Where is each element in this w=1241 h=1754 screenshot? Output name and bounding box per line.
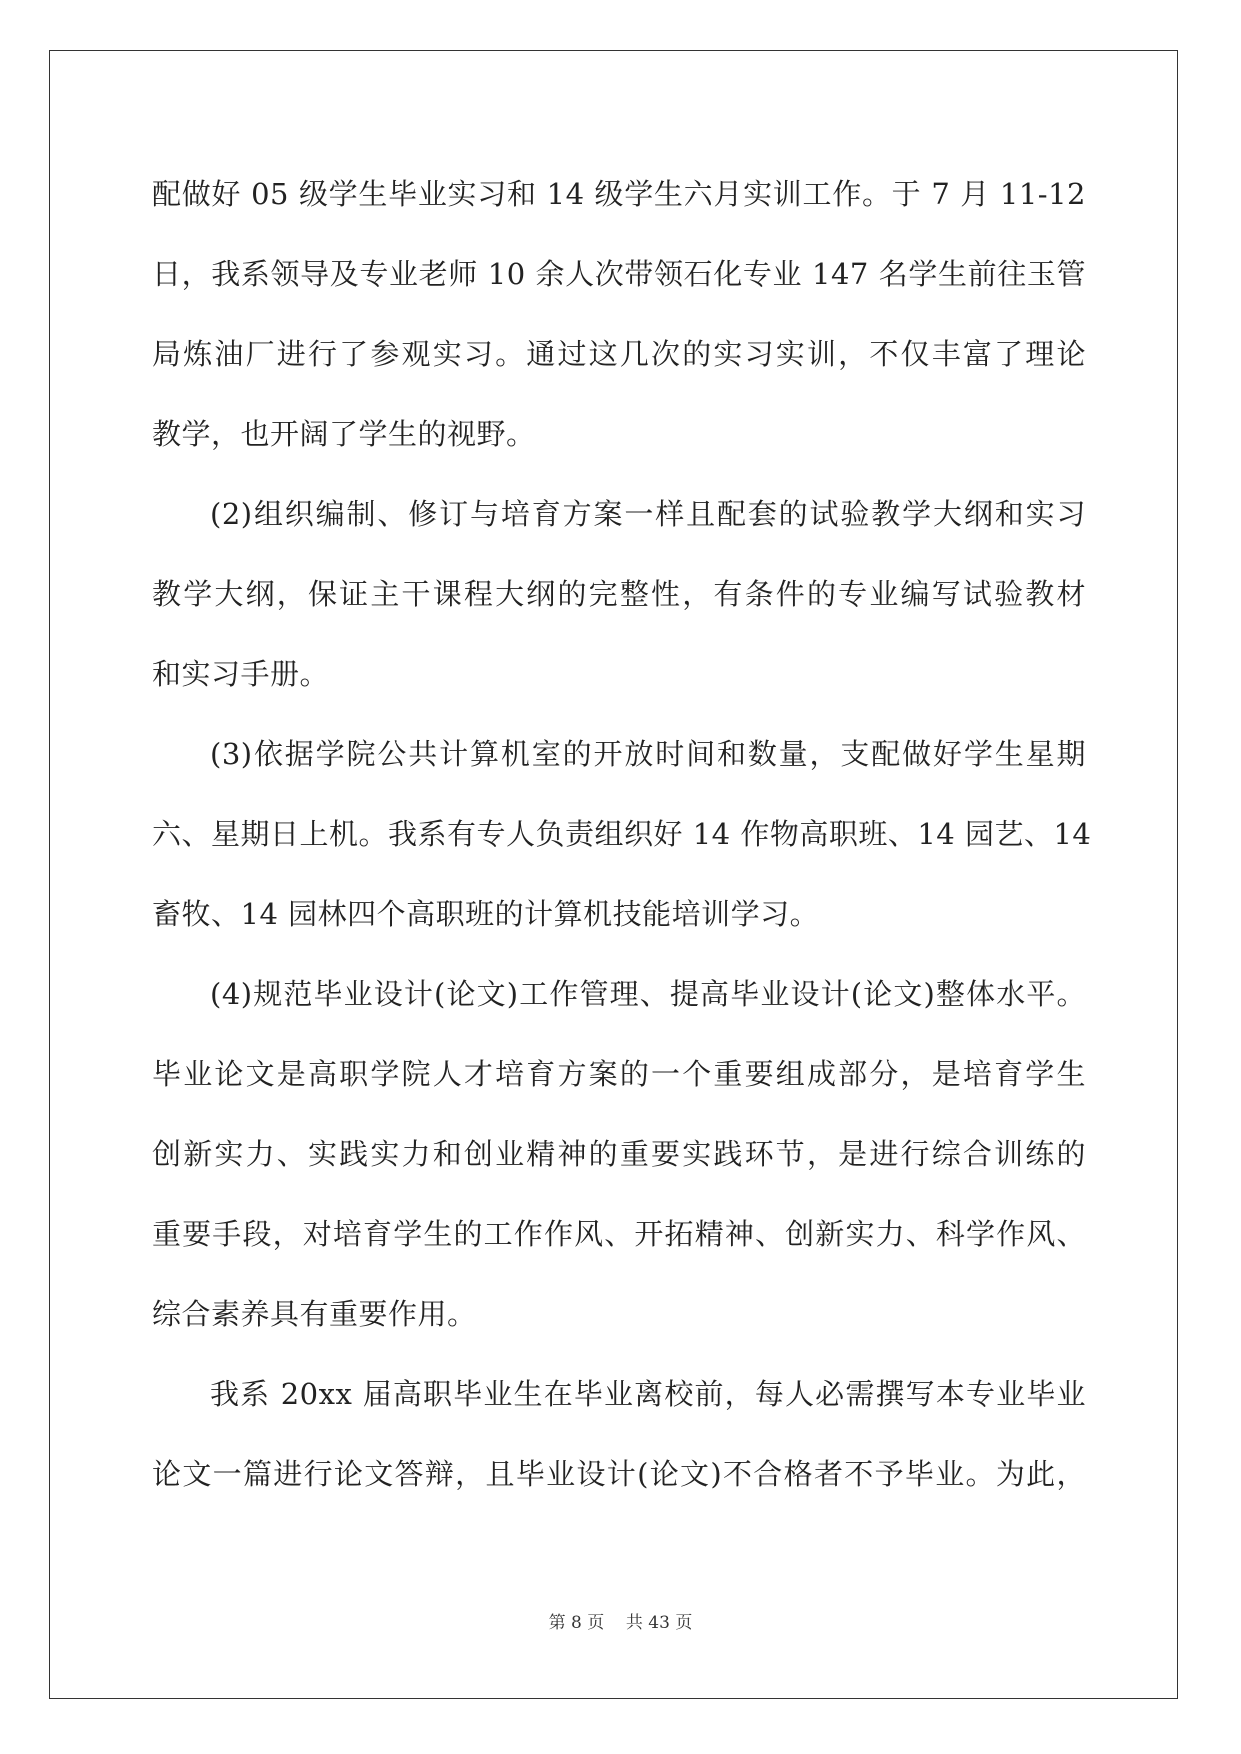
paragraph-line: 创新实力、实践实力和创业精神的重要实践环节，是进行综合训练的 <box>152 1137 1086 1171</box>
paragraph-line: 六、星期日上机。我系有专人负责组织好 14 作物高职班、14 园艺、14 <box>152 817 1092 851</box>
document-body <box>152 154 1092 1514</box>
paragraph-line: 和实习手册。 <box>152 657 330 691</box>
paragraph-line: 教学大纲，保证主干课程大纲的完整性，有条件的专业编写试验教材 <box>152 577 1086 611</box>
paragraph-line: 综合素养具有重要作用。 <box>152 1297 477 1331</box>
paragraph-line: 配做好 05 级学生毕业实习和 14 级学生六月实训工作。于 7 月 11-12 <box>152 177 1086 211</box>
paragraph-line: 日，我系领导及专业老师 10 余人次带领石化专业 147 名学生前往玉管 <box>152 257 1086 291</box>
page-footer <box>0 1608 1241 1633</box>
page-total: 共 43 页 <box>625 1613 693 1633</box>
page-number: 第 8 页 <box>548 1613 605 1633</box>
paragraph-line: (3)依据学院公共计算机室的开放时间和数量，支配做好学生星期 <box>210 737 1086 771</box>
paragraph-line: 重要手段，对培育学生的工作作风、开拓精神、创新实力、科学作风、 <box>152 1217 1086 1251</box>
paragraph-line: 毕业论文是高职学院人才培育方案的一个重要组成部分，是培育学生 <box>152 1057 1086 1091</box>
paragraph-line: 局炼油厂进行了参观实习。通过这几次的实习实训，不仅丰富了理论 <box>152 337 1086 371</box>
paragraph-line: 教学，也开阔了学生的视野。 <box>152 417 536 451</box>
paragraph-line: 我系 20xx 届高职毕业生在毕业离校前，每人必需撰写本专业毕业 <box>210 1377 1086 1411</box>
paragraph-line: (2)组织编制、修订与培育方案一样且配套的试验教学大纲和实习 <box>210 497 1086 531</box>
paragraph-line: 畜牧、14 园林四个高职班的计算机技能培训学习。 <box>152 897 820 931</box>
paragraph-line: (4)规范毕业设计(论文)工作管理、提高毕业设计(论文)整体水平。 <box>210 977 1086 1011</box>
paragraph-line: 论文一篇进行论文答辩，且毕业设计(论文)不合格者不予毕业。为此， <box>152 1457 1086 1491</box>
